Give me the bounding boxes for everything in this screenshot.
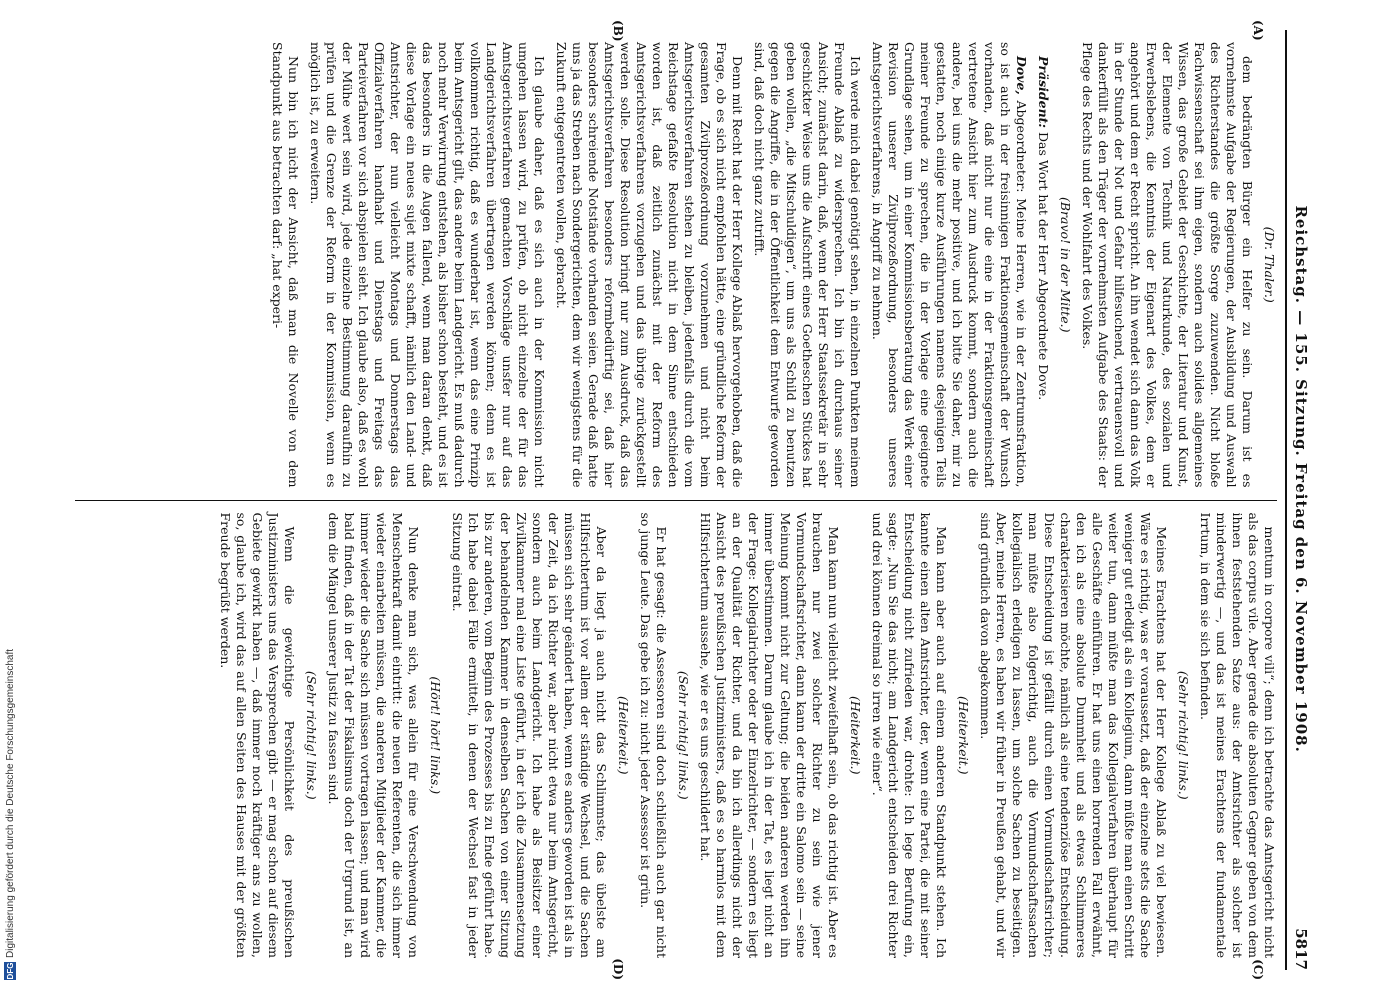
interjection: (Heiterkeit.) xyxy=(956,696,971,775)
paragraph: Wenn die gewichtige Persönlichkeit des preußischen Justizministers uns das Versprechen gibt — er mag schon auf diesem Gebiete gewirkt haben —, daß immer noch kräftiger ans zu wollen, so, glaube ich, wird das auf allen Seiten des Hauses mit der größten Freude begrüßt werden. xyxy=(218,512,297,958)
speaker-text: Das Wort hat der Herr Abgeordnete Dove. xyxy=(1036,132,1051,401)
interjection: (Sehr richtig! links.) xyxy=(1176,670,1191,800)
speaker-name: Dove, xyxy=(1014,56,1029,95)
credit-text: Digitalisierung gefördert durch die Deutsche Forschungsgemeinschaft xyxy=(4,648,16,958)
page-header-title: Reichstag. — 155. Sitzung. Freitag den 6. November 1908. xyxy=(1292,205,1310,753)
interjection: (Dr. Thaler.) xyxy=(1262,226,1277,303)
paragraph: Man kann nun vielleicht zweifelhaft sein, ob das richtig ist. Aber es brauchen nur zwei solcher Richter zu sein wie jener Vormundschaftsrichter, dann kann der dritte ein Salomo sein — seine Meinung kommt nicht zur Geltung; die beiden anderen werden ihn immer überstimmen. Darum glaube ich in der Tat, es liegt nicht an der Frage: Kollegialrichter oder der Einzelrichter, — sondern es liegt an der Qualität der Richter, und da bin ich allerdings nicht der Ansicht des preußischen Justizministers, daß es so harmlos mit dem Hilfsrichtertum aussehe, wie er es uns geschildert hat. xyxy=(698,512,841,958)
digitization-credit xyxy=(0,590,20,980)
paragraph: dem bedrängten Bürger ein Helfer zu sein. Darum ist es vornehmste Aufgabe der Regierungen, der Ausbildung und Auswahl des Richterstandes die größte Sorge zuzuwenden. Nicht bloße Fachwissenschaft sei ihm eigen, sondern auch solides allgemeines Wissen, das große Gebiet der Geschichte, der Literatur und Kunst, der Elemente von Technik und Naturkunde, des sozialen und Erwerbslebens, die Kenntnis der Eigenart des Volkes, dem er angehört und dem er Recht spricht. An ihn wendet sich dann das Volk in der Stunde der Not und Gefahr hilfesuchend, vertrauensvoll und dankerfüllt als den Träger der vornehmsten Aufgabe des Staats: der Pflege des Rechts und der Wohlfahrt des Volkes. xyxy=(1080,42,1255,488)
document-page xyxy=(65,20,1325,980)
margin-marker-b: (B) xyxy=(611,20,625,42)
left-column xyxy=(75,30,1277,500)
interjection: (Sehr richtig! links.) xyxy=(304,670,319,800)
paragraph: Ich werde mich dabei genötigt sehen, in einzelnen Punkten meinem Freunde Ablaß zu widersprechen. Ich bin ich durchaus seiner Ansicht; zunächst darin, daß, wenn der Herr Staatssekretär in sehr geschickter Weise uns die Aufschrift eines Goetheschen Stückes hat geben wollen, „die Mitschuldigen“, um uns als Schild zu benutzen gegen die Angriffe, die in der Öffentlichkeit dem Entwurfe geworden sind, daß doch nicht ganz zutrifft. xyxy=(752,42,863,488)
interjection: (Sehr richtig! links.) xyxy=(676,670,691,800)
right-column xyxy=(75,501,1277,971)
margin-marker-a: (A) xyxy=(1251,20,1265,41)
margin-marker-c: (C) xyxy=(1251,959,1265,980)
paragraph: Er hat gesagt: die Assessoren sind doch schließlich auch gar nicht so junge Leute. Das gebe ich zu: nicht jeder Assessor ist grün. xyxy=(638,512,669,958)
interjection: (Hört! hört! links.) xyxy=(428,676,443,795)
interjection: (Heiterkeit.) xyxy=(848,696,863,775)
interjection: (Bravo! in der Mitte.) xyxy=(1058,196,1073,333)
paragraph: Man kann aber auch auf einem anderen Standpunkt stehen. Ich kannte einen alten Amtsrichter, der, wenn eine Partei, die mit seiner Entscheidung nicht zufrieden war, drohte: Ich lege Berufung ein, sagte: „Nun Sie das nicht; am Landgericht entscheiden drei Richter und drei können dreimal so irren wie einer“. xyxy=(870,512,949,958)
text-columns xyxy=(75,30,1277,970)
speaker-text: Abgeordneter: Meine Herren, wie in der Zentrumsfraktion, so ist auch in der freisinnigen Fraktionsgemeinschaft der Wunsch vorhanden, daß nicht nur die eine in der Fraktionsgemeinschaft vertretene Ansicht hier zum Ausdruck kommt, sondern auch die andere, bei uns die mehr positive, und ich bitte Sie daher, mir zu gestatten, noch einige kurze Ausführungen namens desjenigen Teils meiner Freunde zu sprechen, die in der Vorlage eine geeignete Grundlage sehen, um in einer Kommissionsberatung das Werk einer Revision unserer Zivilprozeßordnung, besonders unseres Amtsgerichtsverfahrens, in Angriff zu nehmen. xyxy=(870,42,1029,488)
paragraph: Nun denke man sich, was allein für eine Verschwendung von Menschenkraft damit eintritt: die neuen Referenten, die sich immer wieder einarbeiten müssen, die anderen Mitglieder der Kammer, die immer wieder die Sache sich müssen vortragen lassen; und man wird bald finden, daß in der Tat der Fiskalismus doch der Urgrund ist, an dem die Mängel unserer Justiz zu fassen sind. xyxy=(326,512,421,958)
page-number: 5817 xyxy=(1292,928,1310,970)
paragraph: Nun bin ich nicht der Ansicht, daß man die Novelle von dem Standpunkt aus betrachten darf: „hat experi- xyxy=(270,42,301,488)
paragraph: Meines Erachtens hat der Herr Kollege Ablaß zu viel bewiesen. Wäre es richtig, was er voraussetzt, daß der einzelne stets die Sache weniger gut erledigt als ein Kollegium, dann müßte man einen Schritt weiter tun, dann müßte man das Kollegialverfahren überhaupt für alle Geschäfte einführen. Er hat uns einen horrenden Fall erwähnt, den ich als eine absolute Dummheit und als etwas Schlimmeres charakterisieren möchte, nämlich als eine tendenziöse Entscheidung. Diese Entscheidung ist gefällt durch einen Vormundschaftsrichter; man müßte also folgerichtig, auch die Vormundschaftssachen kollegialisch erledigen zu lassen, um solche Sachen zu beseitigen. Aber, meine Herren, es haben wir früher in Preußen gehabt, und wir sind gründlich davon abgekommen. xyxy=(978,512,1169,958)
speaker-name: Präsident: xyxy=(1036,56,1051,129)
paragraph: Aber da liegt ja auch nicht das Schlimmste; das übelste am Hilfsrichtertum ist vor allem der ständige Wechsel, und die Sachen müssen sich sehr geändert haben, wenn es anders geworden ist als in der Zeit, da ich Richter war, aber nicht etwa nur beim Amtsgericht, sondern auch beim Landgericht. Ich habe als Beisitzer einer Zivilkammer mal eine Liste geführt, in der ich die Zusammensetzung der behandelnden Kammer in denselben Sachen von einer Sitzung bis zur anderen, vom Beginn des Prozesses bis zu Ende geführt habe. Ich habe dabei Fälle ermittelt, in denen der Wechsel fast in jeder Sitzung eintrat. xyxy=(450,512,609,958)
page-header xyxy=(1285,30,1315,970)
speaker-paragraph xyxy=(1035,42,1051,488)
margin-marker-d: (D) xyxy=(611,958,625,980)
interjection: (Heiterkeit.) xyxy=(616,696,631,775)
speaker-paragraph xyxy=(869,42,1029,488)
paragraph: Ich glaube daher, daß es sich auch in der Kommission nicht umgehen lassen wird, zu prüfen, ob nicht einzelne der für das Amtsgerichtsverfahren gemachten Vorschläge unsfer nur auf das Landgerichtsverfahren übertragen werden können; denn es ist vollkommen richtig, daß es wunderbar ist, wenn das eine Prinzip beim Amtsgericht gilt, das andere beim Landgericht. Es muß dadurch noch mehr Verwirrung entstehen, als bisher schon besteht, und es ist das besonders in die Augen fallend, wenn man daran denkt, daß diese Vorlage ein neues sujet mixte schafft, nämlich den Land- und Amtsrichter, der nun vielleicht Montags und Donnerstags das Offizialverfahren handhabt und Dienstags und Freitags das Parteiverfahren vor sich abspielen sieht. Ich glaube also, daß es wohl der Mühe wert sein wird, jede einzelne Bestimmung daraufhin zu prüfen und die Grenze der Reform in der Kommission, wenn es möglich ist, zu erweitern. xyxy=(308,42,547,488)
dfg-logo: DFG xyxy=(5,962,15,980)
paragraph: mentum in corpore vili“; denn ich betrachte das Amtsgericht nicht als das corpus vile. Aber gerade die absoluten Gegner geben von dem ihnen feststehenden Satze aus: der Amtsrichter als solcher ist minderwertig —, und das ist meines Erachtens der fundamentale Irrtum, in dem sie sich befinden. xyxy=(1198,512,1277,958)
paragraph: Denn mit Recht hat der Herr Kollege Ablaß hervorgehoben, daß die Frage, ob es sich nicht empfohlen hätte, eine gründliche Reform der gesamten Zivilprozeßordnung vorzunehmen und nicht beim Amtsgerichtsverfahren stehen zu bleiben, jedenfalls durch die vom Reichstage gefaßte Resolution nicht in dem Sinne entschieden worden ist, daß zeitlich zunächst mit der Reform des Amtsgerichtsverfahrens vorzugehen und das übrige zurückgestellt werden solle. Diese Resolution bringt nur zum Ausdruck, daß das Amtsgerichtsverfahren besonders reformbedürftig sei, daß hier besonders schreiende Notstände vorhanden seien. Gerade daß hatte uns ja das Streben nach Sondergerichten, dem wir wenigstens für die Zukunft entgegentreten wollen, gebracht. xyxy=(554,42,745,488)
